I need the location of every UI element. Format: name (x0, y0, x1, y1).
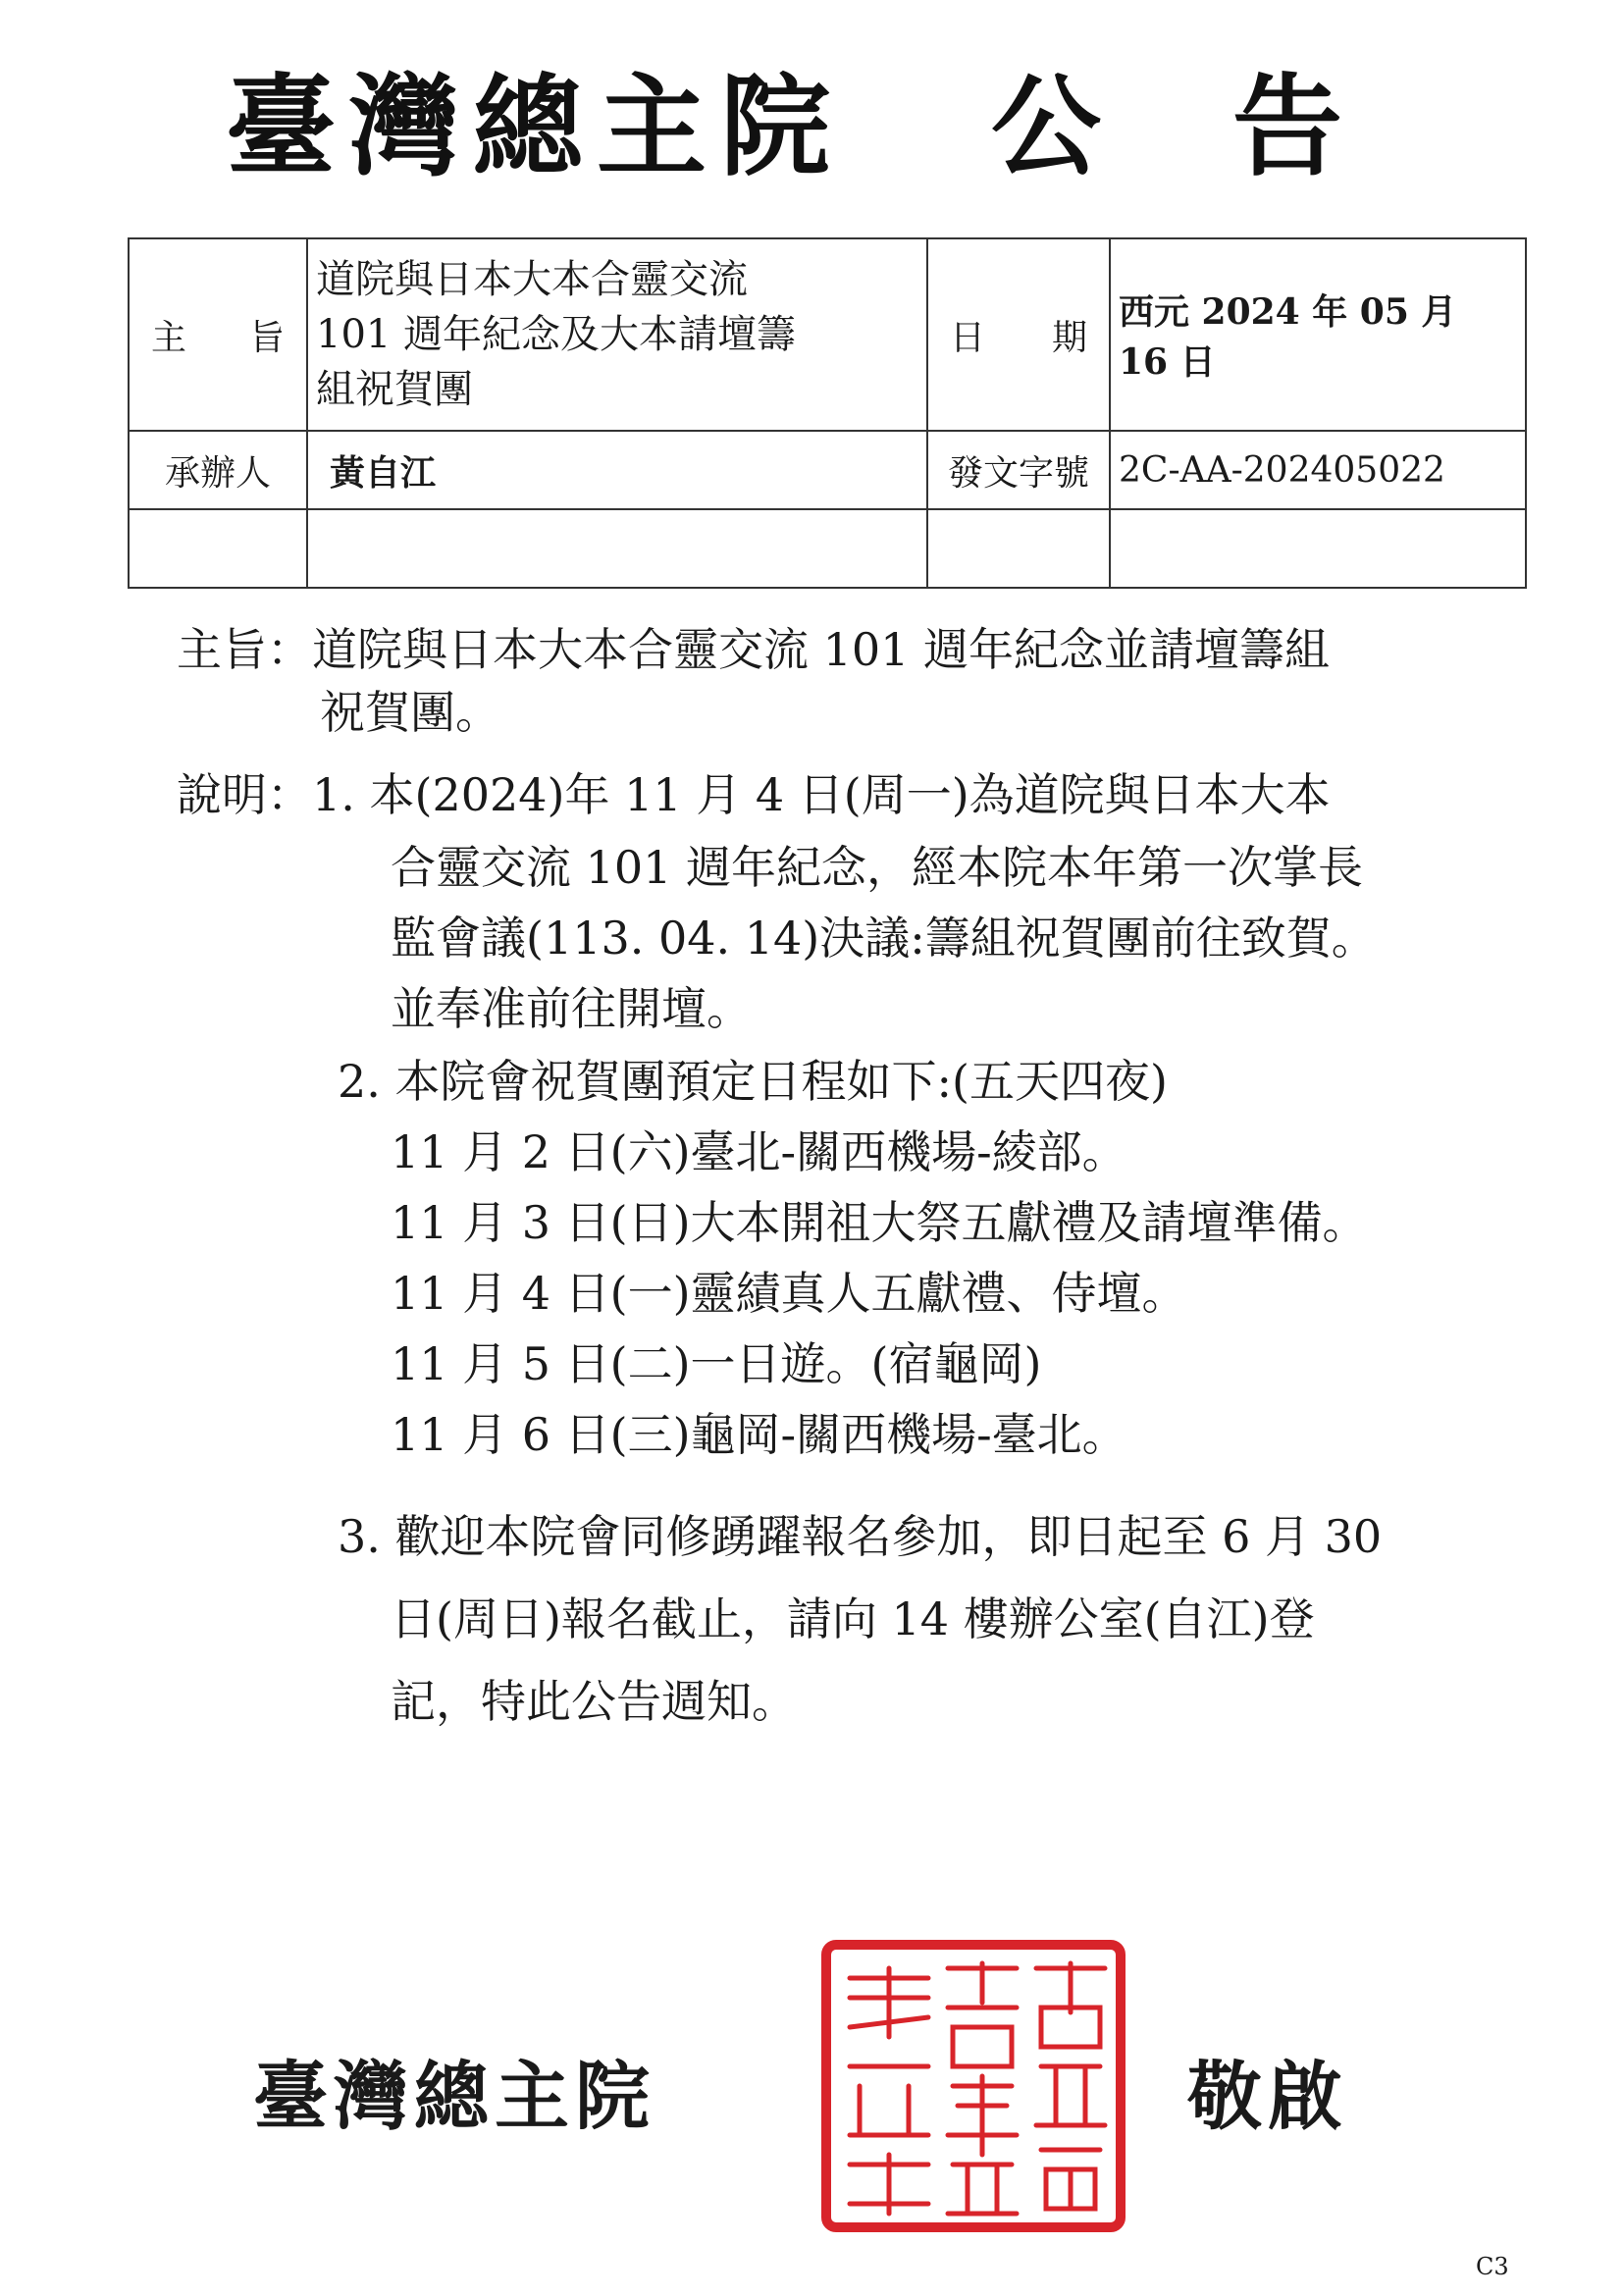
item2-line-2: 11 月 2 日(六)臺北-關西機場-綾部。 (391, 1125, 1127, 1178)
header-title-char2: 告 (1232, 64, 1356, 191)
item1-line-2: 合靈交流 101 週年紀念，經本院本年第一次掌長 (391, 841, 1364, 894)
item3-line-3: 記，特此公告週知。 (391, 1675, 797, 1728)
subject-line-1: 道院與日本大本合靈交流 (316, 257, 748, 302)
subject-label-char1: 主 (151, 317, 187, 358)
date-label-char2: 期 (1051, 317, 1087, 358)
subject-value-cell (307, 238, 927, 431)
official-seal-icon (820, 1939, 1126, 2233)
empty-cell (927, 509, 1110, 588)
doc-no-label: 發文字號 (927, 431, 1110, 509)
empty-cell (129, 509, 307, 588)
info-row-empty (129, 509, 1526, 588)
item3-line-2: 日(周日)報名截止，請向 14 樓辦公室(自江)登 (391, 1592, 1315, 1645)
page-code: C3 (1476, 2253, 1509, 2280)
item2-line-4: 11 月 4 日(一)靈績真人五獻禮、侍壇。 (391, 1267, 1187, 1320)
subject-line-3: 組祝賀團 (316, 367, 473, 412)
info-row-subject (129, 238, 1526, 431)
header-title-char1: 公 (991, 64, 1115, 191)
footer-org: 臺灣總主院 (253, 2053, 655, 2140)
date-value: 西元 2024 年 05 月 16 日 (1110, 238, 1526, 431)
item2-line-6: 11 月 6 日(三)龜岡-關西機場-臺北。 (391, 1408, 1127, 1461)
subject-label-char2: 旨 (248, 317, 285, 358)
body-subject-line-2: 祝賀團。 (320, 686, 500, 739)
doc-no-value: 2C-AA-202405022 (1110, 431, 1526, 509)
handler-value: 黃自江 (307, 431, 927, 509)
item2-line-1: 2. 本院會祝賀團預定日程如下:(五天四夜) (338, 1055, 1168, 1108)
date-label-cell (927, 238, 1110, 431)
item1-line-1: 說明：1. 本(2024)年 11 月 4 日(周一)為道院與日本大本 (177, 768, 1331, 821)
info-table (128, 237, 1527, 589)
info-row-handler (129, 431, 1526, 509)
page-title (226, 39, 1403, 197)
empty-cell (307, 509, 927, 588)
item3-line-1: 3. 歡迎本院會同修踴躍報名參加，即日起至 6 月 30 (338, 1510, 1383, 1563)
body-subject-line-1: 主旨：道院與日本大本合靈交流 101 週年紀念並請壇籌組 (177, 623, 1331, 676)
item2-line-5: 11 月 5 日(二)一日遊。(宿龜岡) (391, 1337, 1042, 1390)
subject-label-cell (129, 238, 307, 431)
date-label-char1: 日 (950, 317, 986, 358)
item1-line-3: 監會議(113. 04. 14)決議:籌組祝賀團前往致賀。 (391, 912, 1377, 965)
header-org: 臺灣總主院 (226, 64, 844, 191)
subject-line-2: 101 週年紀念及大本請壇籌 (316, 312, 797, 357)
handler-label: 承辦人 (129, 431, 307, 509)
item2-line-3: 11 月 3 日(日)大本開祖大祭五獻禮及請壇準備。 (391, 1196, 1368, 1249)
footer-respect: 敬啟 (1187, 2053, 1348, 2140)
item1-line-4: 並奉准前往開壇。 (391, 982, 752, 1035)
empty-cell (1110, 509, 1526, 588)
